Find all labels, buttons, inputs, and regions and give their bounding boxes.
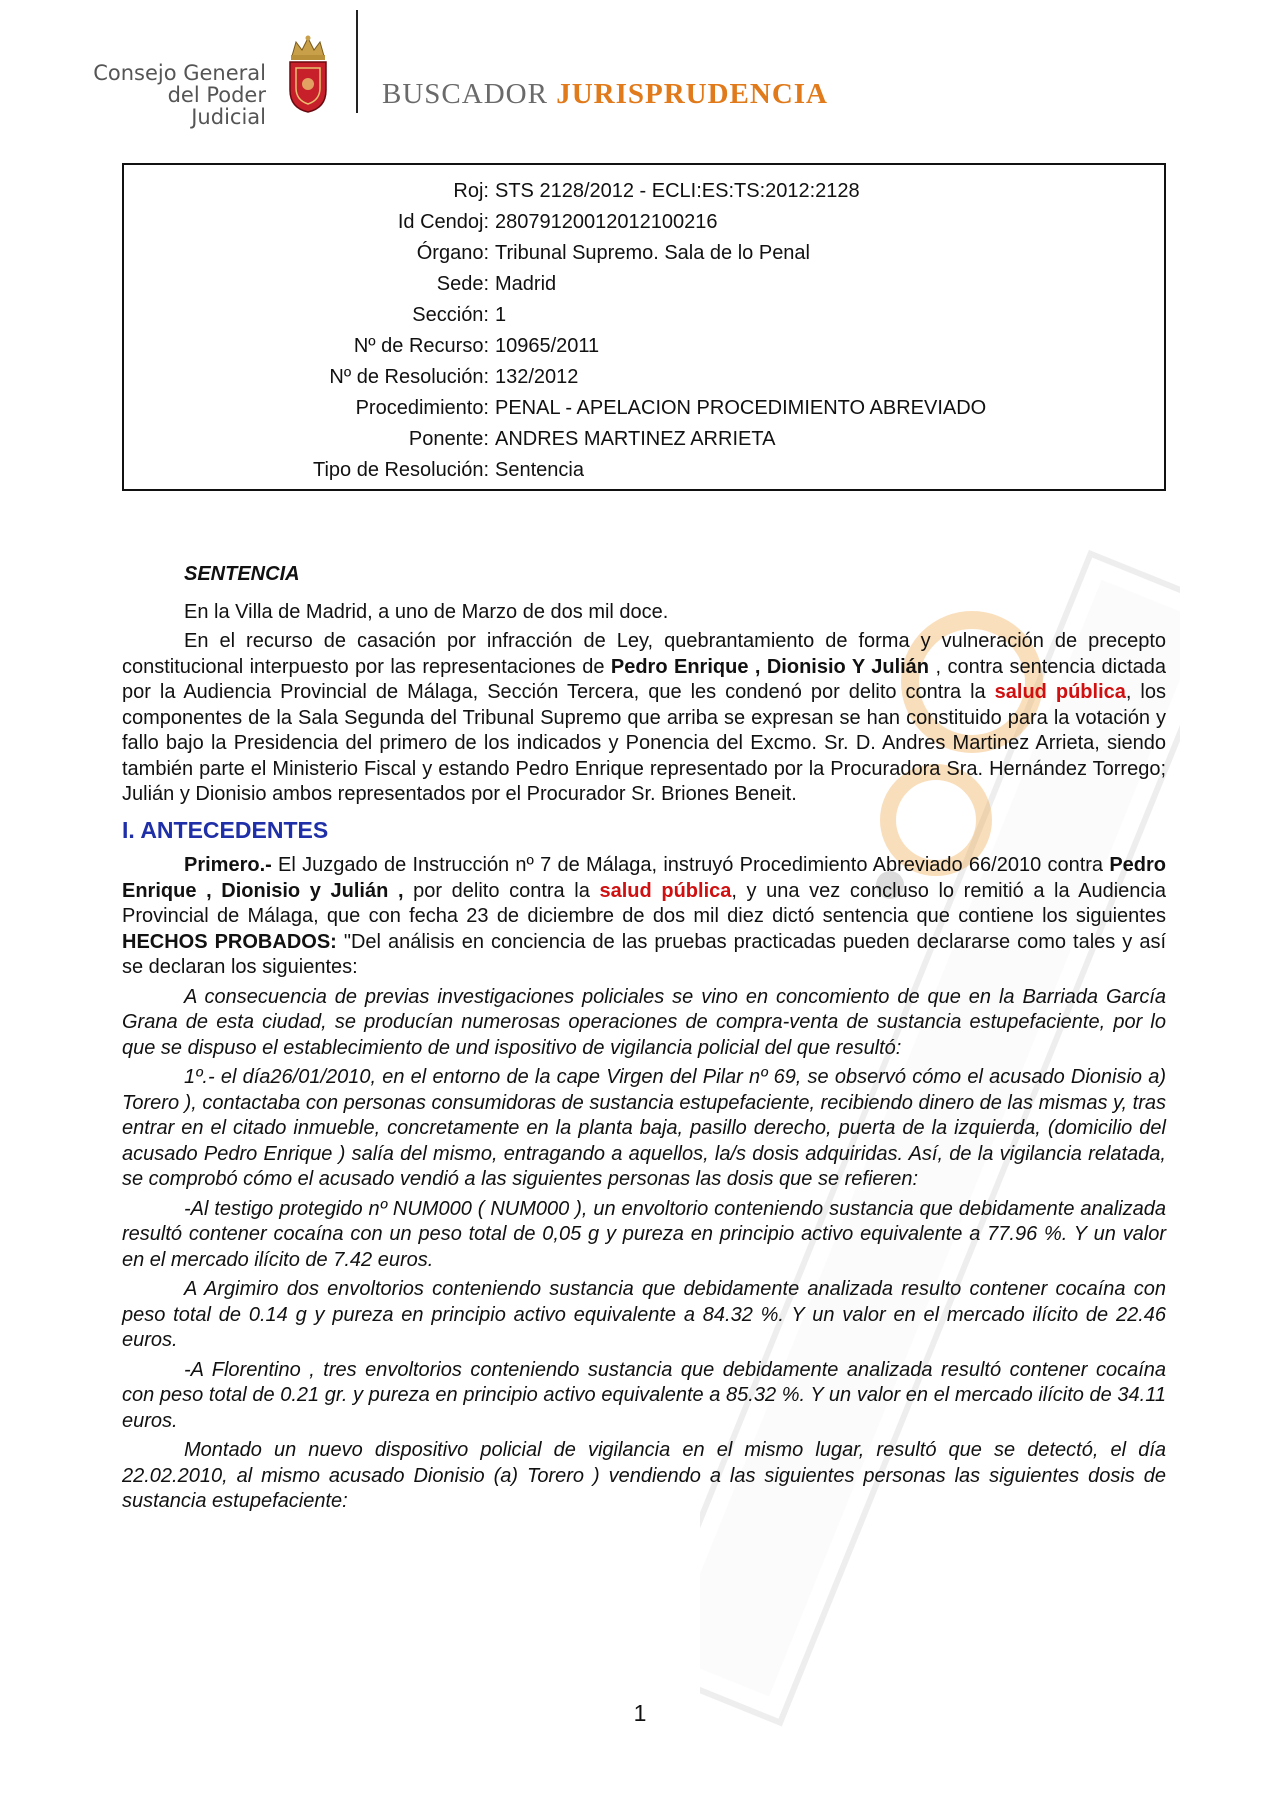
meta-value: 1 — [495, 304, 507, 326]
title-buscador: BUSCADOR — [382, 78, 557, 110]
judgment-body — [122, 562, 1166, 1519]
highlight-salud-publica: salud pública — [599, 879, 732, 902]
metadata-box — [122, 163, 1166, 491]
parties-names: Pedro Enrique , Dionisio y Julián , — [122, 854, 1166, 902]
meta-label: Sede: — [436, 273, 489, 295]
meta-row-roj — [124, 176, 1164, 206]
meta-row-resolucion — [124, 362, 1164, 392]
meta-row-organo — [124, 238, 1164, 268]
meta-label: Tipo de Resolución: — [312, 459, 489, 481]
meta-label: Nº de Resolución: — [329, 366, 489, 388]
meta-label: Sección: — [412, 304, 489, 326]
text-run: , los componentes de la Sala Segunda del Tribunal Supremo que arriba se expresan se han constituido para la votación y fallo bajo la Presidencia del primero de los indicados y Ponencia del Excmo. Sr. D. Andres Martinez Arrieta, siendo también parte el Ministerio Fiscal y estando Pedro Enrique representado por la Procuradora Sra. Hernández Torrego; Julián y Dionisio ambos representados por el Procurador Sr. Briones Beneit. — [122, 681, 1166, 805]
paragraph-florentino: -A Florentino , tres envoltorios conteniendo sustancia que debidamente analizada resultó contener cocaína con peso total de 0.21 gr. y pureza en principio activo equivalente a 85.32 %. Y un valor en el mercado ilícito de 34.11 euros. — [122, 1358, 1166, 1432]
sentencia-title: SENTENCIA — [184, 563, 300, 585]
page-header — [90, 10, 850, 129]
meta-value: ANDRES MARTINEZ ARRIETA — [495, 428, 776, 450]
meta-label: Procedimiento: — [355, 397, 489, 419]
text-run: "Del análisis en conciencia de las pruebas practicadas pueden declararse como tales y así se declaran los siguientes: — [122, 930, 1166, 978]
meta-row-ponente — [124, 424, 1164, 454]
paragraph-nuevo-dispositivo: Montado un nuevo dispositivo policial de vigilancia en el mismo lugar, resultó que se detectó, el día 22.02.2010, al mismo acusado Dionisio (a) Torero ) vendiendo a las siguientes personas las siguientes dosis de sustancia estupefaciente: — [122, 1439, 1166, 1512]
coat-of-arms-icon — [282, 34, 334, 114]
meta-label: Nº de Recurso: — [353, 335, 489, 357]
meta-value: Madrid — [495, 273, 557, 295]
text-run: , contra sentencia dictada por la Audiencia Provincial de Málaga, Sección Tercera, que les condenó por delito contra la — [122, 655, 1166, 703]
paragraph-hechos-intro: A consecuencia de previas investigaciones policiales se vino en concomiento de que en la Barriada García Grana de esta ciudad, se producían numerosas operaciones de compra-venta de sustancia estupefaciente, por lo que se dispuso el establecimiento de und ispositivo de vigilancia policial del que resultó: — [122, 985, 1166, 1059]
title-jurisprudencia: JURISPRUDENCIA — [556, 78, 828, 110]
highlight-salud-publica: salud pública — [994, 681, 1126, 703]
buscador-title — [382, 78, 828, 111]
text-run: El Juzgado de Instrucción nº 7 de Málaga, instruyó Procedimiento Abreviado 66/2010 contra — [271, 854, 1110, 876]
org-line-1: Consejo General — [93, 61, 266, 85]
meta-row-tipo — [124, 455, 1164, 485]
paragraph-hecho-1: 1º.- el día26/01/2010, en el entorno de la cape Virgen del Pilar nº 69, se observó cómo el acusado Dionisio a) Torero ), contactaba con personas consumidoras de sustancia estupefaciente, recibiendo dinero de las mismas y, tras entrar en el citado inmueble, concretamente en la planta baja, pasillo derecho, puerta de la izquierda, (domicilio del acusado Pedro Enrique ) salía del mismo, entragando a aquellos, la/s dosis adquiridas. Así, de la vigilancia relatada, se comprobó cómo el acusado vendió a las siguientes personas las dosis que se refieren: — [122, 1066, 1166, 1190]
paragraph-testigo: -Al testigo protegido nº NUM000 ( NUM000 ), un envoltorio conteniendo sustancia que debidamente analizada resultó contener cocaína con un peso total de 0,05 g y pureza en principio activo equivalente a 77.96 %. Y un valor en el mercado ilícito de 7.42 euros. — [122, 1197, 1166, 1271]
parties-names: Pedro Enrique , Dionisio Y Julián — [610, 655, 936, 678]
meta-label: Id Cendoj: — [397, 211, 489, 233]
text-run: por delito contra la — [403, 879, 600, 902]
meta-row-recurso — [124, 331, 1164, 361]
primero-label: Primero.- — [184, 854, 272, 876]
meta-value: 132/2012 — [495, 366, 579, 388]
meta-value: PENAL - APELACION PROCEDIMIENTO ABREVIADO — [495, 397, 987, 419]
meta-row-id-cendoj — [124, 207, 1164, 237]
meta-row-seccion — [124, 300, 1164, 330]
paragraph-recurso — [122, 629, 1166, 808]
meta-row-procedimiento — [124, 393, 1164, 423]
cgpj-logo-text — [90, 62, 266, 128]
page-number: 1 — [633, 1700, 647, 1726]
meta-value: Tribunal Supremo. Sala de lo Penal — [495, 242, 810, 264]
paragraph-date: En la Villa de Madrid, a uno de Marzo de dos mil doce. — [184, 600, 669, 623]
section-heading-antecedentes: I. ANTECEDENTES — [122, 816, 329, 843]
meta-value: STS 2128/2012 - ECLI:ES:TS:2012:2128 — [495, 180, 860, 202]
text-run: , y una vez concluso lo remitió a la Audiencia Provincial de Málaga, que con fecha 23 de diciembre de dos mil diez dictó sentencia que contiene los siguientes — [122, 879, 1166, 927]
text-run: En el recurso de casación por infracción de Ley, quebrantamiento de forma y vulneración de precepto constitucional interpuesto por las representaciones de — [122, 630, 1166, 678]
meta-label: Órgano: — [416, 242, 489, 264]
meta-value: Sentencia — [495, 459, 584, 481]
org-line-2: del Poder Judicial — [167, 83, 266, 129]
header-divider — [356, 10, 358, 113]
paragraph-argimiro: A Argimiro dos envoltorios conteniendo sustancia que debidamente analizada resulto contener cocaína con peso total de 0.14 g y pureza en principio activo equivalente a 84.32 %. Y un valor en el mercado ilícito de 22.46 euros. — [122, 1278, 1166, 1351]
hechos-probados-label: HECHOS PROBADOS: — [122, 930, 337, 953]
paragraph-primero — [122, 853, 1166, 981]
meta-label: Roj: — [453, 180, 489, 202]
meta-label: Ponente: — [408, 428, 489, 450]
meta-value: 10965/2011 — [495, 335, 600, 357]
meta-row-sede — [124, 269, 1164, 299]
meta-value: 28079120012012100216 — [495, 211, 718, 233]
